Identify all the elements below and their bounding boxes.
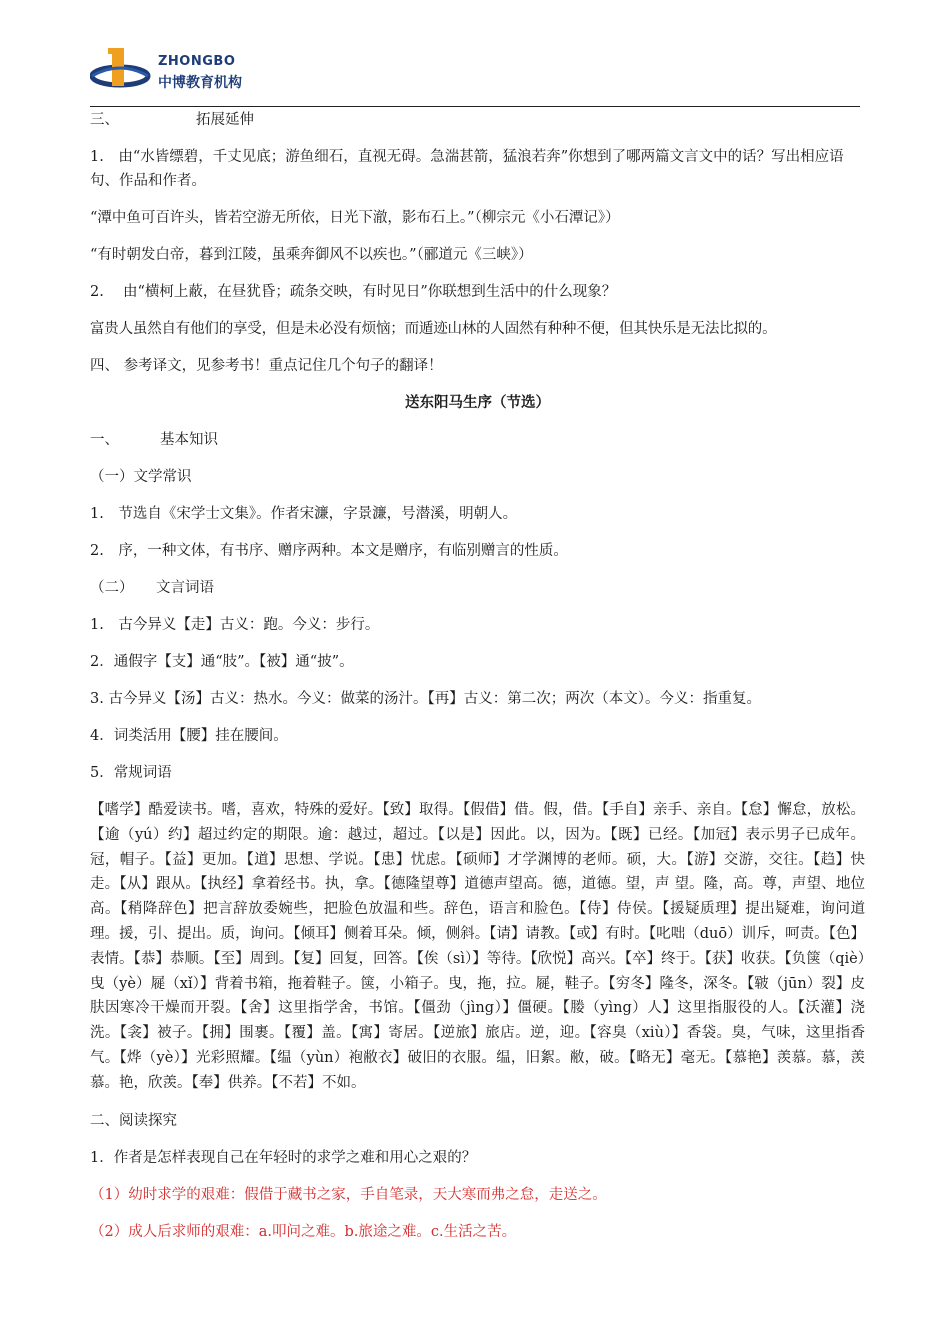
subsection-vocab-number: （二） [90, 580, 134, 596]
question-1: 1. 由“水皆缥碧，千丈见底；游鱼细石，直视无碍。急湍甚箭，猛浪若奔”你想到了哪两篇文言文中的话？写出相应语句、作品和作者。 [90, 149, 844, 189]
answer-quote-1: “潭中鱼可百许头，皆若空游无所依，日光下澈，影布石上。”（柳宗元《小石潭记》） [90, 210, 620, 226]
section-title: 拓展延伸 [196, 112, 254, 128]
part-2-heading: 二、阅读探究 [90, 1112, 177, 1129]
word-item-3: 3. 古今异义【汤】古义：热水。今义：做菜的汤汁。【再】古义：第二次；两次（本文）。今义：指重复。 [90, 691, 761, 707]
answer-3: 富贵人虽然自有他们的享受，但是未必没有烦恼；而遁迹山林的人固然有种种不便，但其快乐是无法比拟的。 [90, 321, 777, 337]
word-item-5: 5．常规词语 [90, 765, 172, 781]
zhongbo-logo [90, 40, 270, 96]
subsection-vocab [90, 576, 865, 600]
reading-question-1: 1．作者是怎样表现自己在年轻时的求学之难和用心之艰的？ [90, 1149, 477, 1166]
lesson-title: 送东阳马生序（节选） [405, 394, 550, 411]
vocabulary-paragraph: 【嗜学】酷爱读书。嗜，喜欢，特殊的爱好。【致】取得。【假借】借。假，借。【手自】亲手、亲自。【怠】懈怠，放松。【逾（yú）约】超过约定的期限。逾：越过，超过。【以是】因此。以，因为。【既】已经。【加冠】表示男子已成年。冠，帽子。【益】更加。【道】思想、学说。【患】忧虑。【硕师】才学渊博的老师。硕，大。【游】交游，交往。【趋】快走。【从】跟从。【执经】拿着经书。执，拿。【德隆望尊】道德声望高。德，道德。望，声 望。隆，高。尊，声望、地位高。【稍降辞色】把言辞放委婉些，把脸色放温和些。辞色，语言和脸色。【侍】侍侯。【援疑质理】提出疑难，询问道理。援，引、提出。质，询问。【倾耳】侧着耳朵。倾，侧斜。【请】请教。【或】有时。【叱咄（duō）训斥，呵责。【色】表情。【恭】恭顺。【至】周到。【复】回复，回答。【俟（sì）】等待。【欣悦】高兴。【卒】终于。【获】收获。【负箧（qiè）曳（yè）屣（xǐ）】背着书箱，拖着鞋子。箧，小箱子。曳，拖，拉。屣，鞋子。【穷冬】隆冬，深冬。【皲（jūn）裂】皮肤因寒冷干燥而开裂。【舍】这里指学舍，书馆。【僵劲（jìng）】僵硬。【媵（yìng）人】这里指服役的人。【沃灌】浇洗。【衾】被子。【拥】围裹。【覆】盖。【寓】寄居。【逆旅】旅店。逆，迎。【容臭（xiù）】香袋。臭，气味，这里指香气。【烨（yè）】光彩照耀。【缊（yùn）袍敝衣】破旧的衣服。缊，旧絮。敝，破。【略无】毫无。【慕艳】羡慕。慕，羡慕。艳，欣羡。【奉】供养。【不若】不如。 [90, 802, 865, 1091]
reading-answer-2: （2）成人后求师的艰难：a.叩问之难。b.旅途之难。c.生活之苦。 [90, 1223, 517, 1240]
part-1-heading [90, 428, 865, 452]
literature-item-1: 1. 节选自《宋学士文集》。作者宋濂，字景濂，号潜溪，明朝人。 [90, 506, 518, 522]
part-1-number: 一、 [90, 432, 119, 448]
literature-item-2: 2. 序，一种文体，有书序、赠序两种。本文是赠序，有临别赠言的性质。 [90, 543, 568, 559]
document-body [90, 108, 865, 1244]
logo-emblem-icon [90, 40, 156, 96]
logo-text-english: ZHONGBO [158, 54, 236, 69]
part-1-title: 基本知识 [160, 432, 218, 448]
page-header [90, 36, 860, 107]
word-item-2: 2．通假字【支】通“肢”。【被】通“披”。 [90, 654, 354, 670]
section-heading-extension [90, 108, 865, 132]
answer-quote-2: “有时朝发白帝，暮到江陵，虽乘奔御风不以疾也。”（郦道元《三峡》） [90, 247, 533, 263]
section-4-note: 四、 参考译文，见参考书！重点记住几个句子的翻译！ [90, 358, 443, 374]
logo-text-chinese: 中博教育机构 [158, 75, 242, 91]
reading-answer-1: （1）幼时求学的艰难：假借于藏书之家，手自笔录，天大寒而弗之怠，走送之。 [90, 1186, 607, 1203]
subsection-literature: （一）文学常识 [90, 469, 192, 485]
subsection-vocab-title: 文言词语 [156, 580, 214, 596]
word-item-1: 1. 古今异义【走】古义：跑。今义：步行。 [90, 617, 380, 633]
word-item-4: 4．词类活用【腰】挂在腰间。 [90, 728, 288, 744]
question-2: 2. 由“横柯上蔽，在昼犹昏；疏条交映，有时见日”你联想到生活中的什么现象？ [90, 284, 617, 300]
section-number: 三、 [90, 112, 119, 128]
